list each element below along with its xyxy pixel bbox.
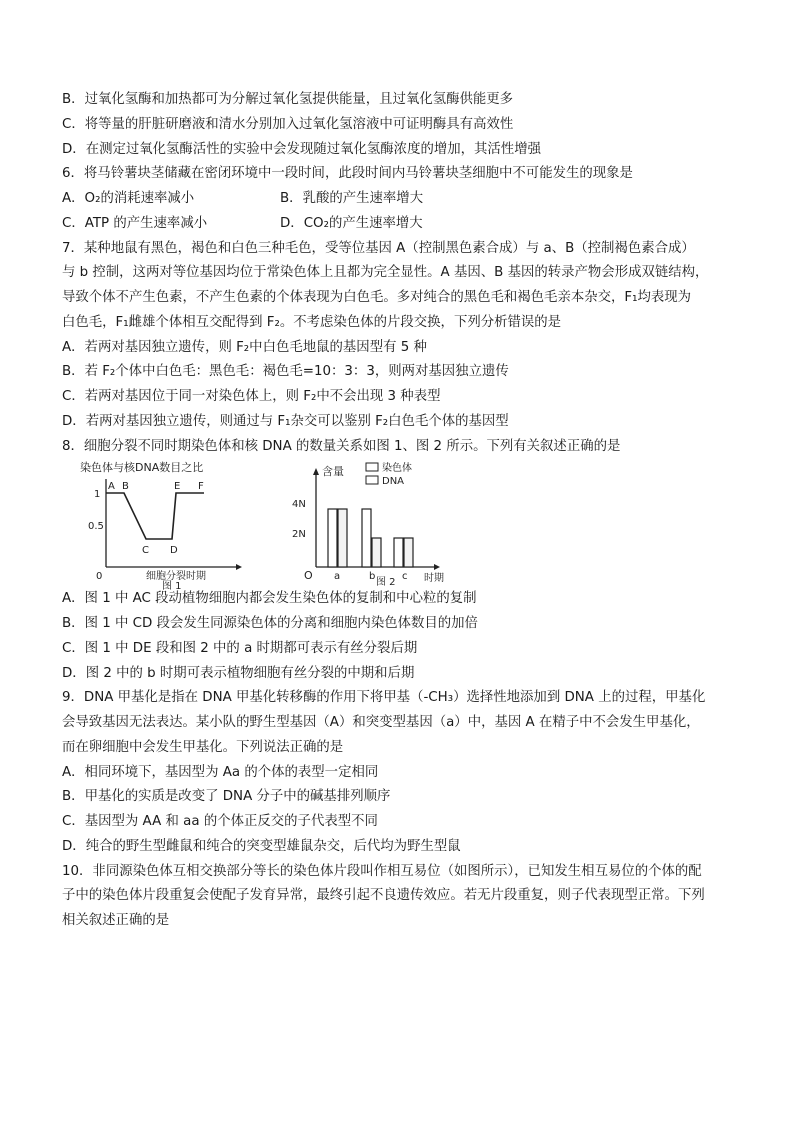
figure-2-bar-chart — [290, 459, 470, 589]
fig1-xlabel: 细胞分裂时期 — [146, 571, 206, 583]
q7-option-a: A．若两对基因独立遗传，则 F₂中白色毛地鼠的基因型有 5 种 — [62, 339, 427, 355]
q8-stem: 8．细胞分裂不同时期染色体和核 DNA 的数量关系如图 1、图 2 所示。下列有关叙述正确的是 — [62, 438, 621, 454]
q7-stem-line-4: 白色毛，F₁雌雄个体相互交配得到 F₂。不考虑染色体的片段交换，下列分析错误的是 — [62, 314, 562, 330]
figure-1-line-chart — [76, 459, 256, 593]
fig2-y-arrow — [313, 468, 319, 475]
q8-option-a: A．图 1 中 AC 段动植物细胞内都会发生染色体的复制和中心粒的复制 — [62, 591, 477, 607]
fig2-ytick-4n: 4N — [292, 499, 306, 511]
q9-stem-line-1: 9．DNA 甲基化是指在 DNA 甲基化转移酶的作用下将甲基（-CH₃）选择性地添加到 DNA 上的过程，甲基化 — [62, 690, 706, 706]
q6-option-d: D．CO₂的产生速率增大 — [280, 215, 423, 231]
q6-options-row-2 — [62, 212, 742, 237]
fig2-bar-a-chromosome — [328, 509, 337, 567]
q7-stem-line-1: 7．某种地鼠有黑色，褐色和白色三种毛色，受等位基因 A（控制黑色素合成）与 a、B（控制褐色素合成） — [62, 240, 695, 256]
fig1-point-c: C — [142, 545, 149, 557]
fig2-x-arrow — [434, 564, 440, 570]
q7-stem-line-2: 与 b 控制，这两对等位基因均位于常染色体上且都为完全显性。A 基因、B 基因的转录产物会形成双链结构， — [62, 265, 709, 281]
q7-option-c: C．若两对基因位于同一对染色体上，则 F₂中不会出现 3 种表型 — [62, 389, 441, 404]
fig2-legend-dna: DNA — [382, 476, 405, 488]
fig2-bar-a-dna — [338, 509, 347, 567]
q9-stem-line-3: 而在卵细胞中会发生甲基化。下列说法正确的是 — [62, 739, 344, 755]
q5-option-b: B．过氧化氢酶和加热都可为分解过氧化氢提供能量，且过氧化氢酶供能更多 — [62, 92, 514, 107]
q6-option-a: A．O₂的消耗速率减小 — [62, 191, 195, 206]
fig1-ytick-05: 0.5 — [88, 521, 104, 533]
fig2-ylabel: 含量 — [322, 465, 344, 479]
fig1-ytick-1: 1 — [94, 489, 101, 501]
fig2-xlabel: 时期 — [424, 573, 444, 585]
fig2-bar-b-chromosome — [362, 509, 371, 567]
q7-option-b: B．若 F₂个体中白色毛：黑色毛：褐色毛=10：3：3，则两对基因独立遗传 — [62, 364, 509, 380]
fig2-xtick-c: c — [402, 571, 408, 583]
fig2-caption: 图 2 — [376, 577, 396, 589]
fig1-point-d: D — [170, 545, 178, 557]
fig2-bars — [328, 509, 413, 567]
q9-option-d: D．纯合的野生型雌鼠和纯合的突变型雄鼠杂交，后代均为野生型鼠 — [62, 838, 461, 854]
q6-stem: 6．将马铃薯块茎储藏在密闭环境中一段时间，此段时间内马铃薯块茎细胞中不可能发生的现象是 — [62, 166, 633, 182]
fig1-x-arrow — [236, 564, 242, 570]
q9-option-a: A．相同环境下，基因型为 Aa 的个体的表型一定相同 — [62, 764, 379, 780]
q7-option-d: D．若两对基因独立遗传，则通过与 F₁杂交可以鉴别 F₂白色毛个体的基因型 — [62, 413, 509, 429]
fig2-bar-b-dna — [372, 538, 381, 567]
q8-option-b: B．图 1 中 CD 段会发生同源染色体的分离和细胞内染色体数目的加倍 — [62, 616, 478, 631]
fig2-legend-chrom-swatch — [366, 463, 378, 471]
fig2-bar-c-chromosome — [394, 538, 403, 567]
fig2-ytick-2n: 2N — [292, 529, 306, 541]
fig1-title: 染色体与核DNA数目之比 — [80, 461, 204, 475]
q10-stem-line-3: 相关叙述正确的是 — [62, 913, 170, 928]
q6-option-c: C．ATP 的产生速率减小 — [62, 215, 208, 231]
q5-option-c: C．将等量的肝脏研磨液和清水分别加入过氧化氢溶液中可证明酶具有高效性 — [62, 116, 514, 132]
q7-stem-line-3: 导致个体不产生色素，不产生色素的个体表现为白色毛。多对纯合的黑色毛和褐色毛亲本杂交，F₁均表现为 — [62, 290, 692, 305]
q8-option-d: D．图 2 中的 b 时期可表示植物细胞有丝分裂的中期和后期 — [62, 665, 415, 681]
fig1-point-f: F — [198, 481, 204, 493]
fig2-legend-chrom: 染色体 — [382, 463, 412, 475]
fig1-point-e: E — [174, 481, 181, 493]
q10-stem-line-1: 10．非同源染色体互相交换部分等长的染色体片段叫作相互易位（如图所示），已知发生相互易位的个体的配 — [62, 863, 702, 879]
q9-stem-line-2: 会导致基因无法表达。某小队的野生型基因（A）和突变型基因（a）中，基因 A 在精子中不会发生甲基化， — [62, 715, 700, 730]
q8-option-c: C．图 1 中 DE 段和图 2 中的 a 时期都可表示有丝分裂后期 — [62, 640, 418, 656]
fig2-xtick-a: a — [334, 571, 341, 583]
fig1-point-b: B — [122, 481, 129, 493]
q6-options-row-1 — [62, 187, 742, 212]
fig2-legend-dna-swatch — [366, 476, 378, 484]
fig1-caption: 图 1 — [162, 581, 182, 593]
fig1-origin: 0 — [96, 571, 103, 583]
fig2-xtick-b: b — [369, 571, 376, 583]
fig1-point-a: A — [108, 481, 115, 493]
q10-stem-line-2: 子中的染色体片段重复会使配子发育异常，最终引起不良遗传效应。若无片段重复，则子代表现型正常。下列 — [62, 888, 705, 904]
fig1-ratio-line — [106, 493, 204, 539]
fig2-bar-c-dna — [404, 538, 413, 567]
exam-page — [62, 88, 742, 934]
q9-option-c: C．基因型为 AA 和 aa 的个体正反交的子代表型不同 — [62, 814, 378, 829]
q5-option-d: D．在测定过氧化氢酶活性的实验中会发现随过氧化氢酶浓度的增加，其活性增强 — [62, 141, 541, 157]
figures-row — [62, 459, 742, 593]
q9-option-b: B．甲基化的实质是改变了 DNA 分子中的碱基排列顺序 — [62, 789, 391, 805]
fig2-origin: O — [304, 569, 313, 583]
q6-option-b: B．乳酸的产生速率增大 — [280, 191, 424, 206]
